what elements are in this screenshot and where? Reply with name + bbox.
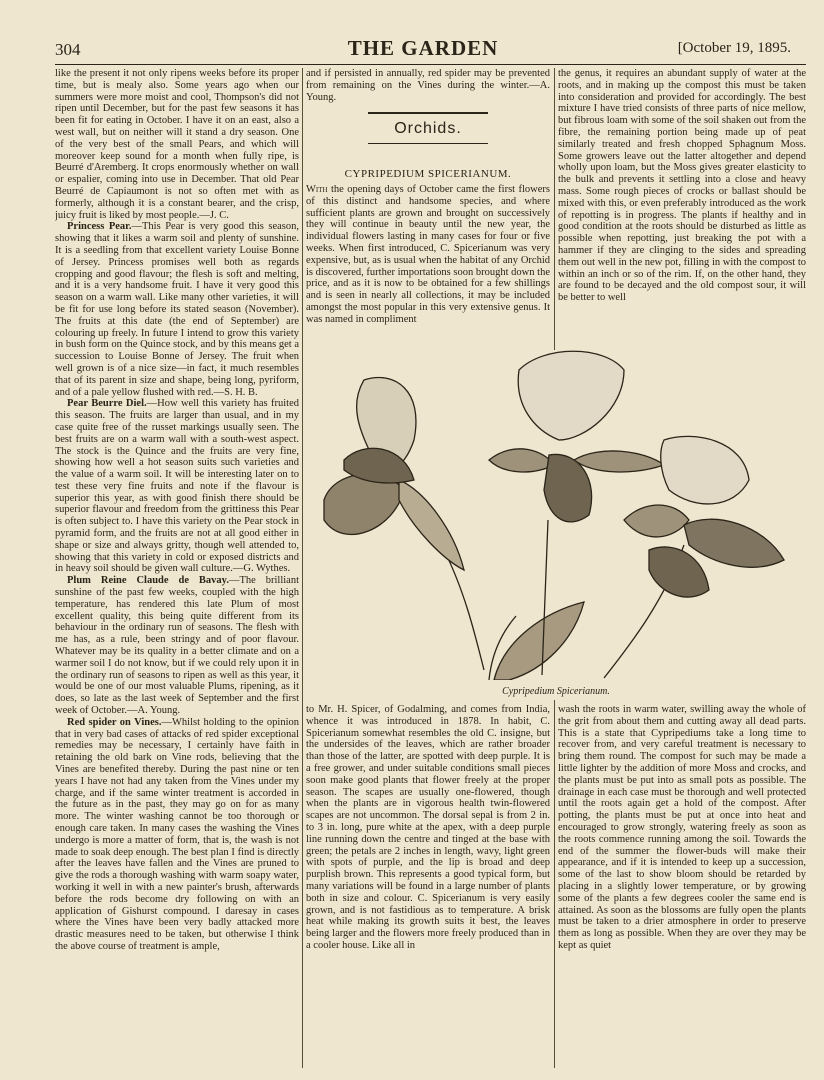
column-left: [55, 68, 299, 1068]
page-header: [55, 36, 791, 64]
header-rule: [55, 64, 806, 65]
red-spider-title: Red spider on Vines.: [67, 716, 162, 728]
orchid-intro-paragraph: [306, 184, 550, 326]
plum-paragraph: [55, 575, 299, 717]
pear-beurre-diel-title: Pear Beurre Diel.: [67, 398, 147, 410]
plum-body: —The brilliant sunshine of the past few weeks, coupled with the high temperature, has rendered this late Plum of most excellent quality, this being quite different from its behaviour in the ordinary run of seasons. The flesh with me has, as a rule, been stringy and of poor flavour. Whatever may be its quality in a better climate and on a warmer soil I do not know, but if we could rely upon it in the ordinary run of seasons to ripen as well as this year, it would be one of our most valuable Plums, ripening, as it does, so late as the last week of September and the first week of October.—A. Young.: [55, 575, 299, 717]
page-number: 304: [55, 40, 81, 59]
illustration-caption: Cypripedium Spicerianum.: [502, 686, 610, 697]
column-divider-right-top: [554, 68, 555, 350]
column-middle-bottom: [306, 704, 550, 1068]
pear-beurre-diel-body: —How well this variety has fruited this season. The fruits are larger than usual, and in my case quite free of the russet markings usually seen. The best fruits are on a warm wall with a south-west aspect. The stock is the Quince and the fruits are very fine, showing how well a hot season suits such varieties and the value of a warm soil. It will be interesting later on to test these very fine fruits and note if the flavour is superior this year, as with good finish there should be superior flavour and freedom from the grittiness this Pear is often subject to. I have this variety on the Pear stock in pyramid form, and the fruits are not at all good either in shape or size and always gritty, though well attended to, showing that this variety in cold or exposed districts and in heavy soil should be given wall culture.—G. Wythes.: [55, 398, 299, 575]
princess-pear-body: —This Pear is very good this season, showing that it likes a warm soil and plenty of sunshine. It is a seedling from that excellent variety Louise Bonne of Jersey. Princess promises well both as regards cropping and good flavour; the flesh is soft and melting, and it is a very handsome fruit. I have it very good this season on a warm wall. Like many other varieties, it will be fit for use long before its stated season (November). The fruits at this date (the end of September) are colouring up freely. In future I intend to grow this variety in bush form on the Quince stock, and by this means get a succession to Louise Bonne of Jersey. The fruit when well grown is of a nice size—in fact, it much resembles that of its parent in size and shape, being long, pyriform, and of a pale yellow flushed with red.—S. H. B.: [55, 221, 299, 398]
lead-word: With: [306, 184, 328, 195]
orchid-intro-text: the opening days of October came the first flowers of this distinct and handsome species, and where sufficient plants are grown and brought on successively they will continue in beauty until the new year, the individual flowers lasting in many cases for four or five weeks. When first introduced, C. Spicerianum was very expensive, but, as is usual when the habitat of any Orchid is discovered, further importations soon brought down the price, and as it is now to be obtained for a few shillings and is seen in nearly all collections, it may be included amongst the most popular in this very extensive genus. It was named in compliment: [306, 184, 550, 325]
red-spider-body: —Whilst holding to the opinion that in very bad cases of attacks of red spider exceptional remedies may be necessary, I certainly have faith in retaining the old bark on Vine rods, believing that the Vines are benefited thereby. During the past nine or ten years I have not had any taken from the Vines under my charge, and if the same winter treatment is accorded in the future as in the past, they may go on for as many more. The winter washing cannot be too thorough or enough care taken. In many cases the washing the Vines undergo is more a matter of form, that is, the wash is not made to soak deep enough. The best plan I find is directly after the leaves have fallen and the Vines are pruned to give the rods a thorough washing with warm soapy water, working it well in with a new painter's brush, afterwards before the rods become dry following on with an application of Gishurst compound. I daresay in cases where the Vines have been very badly attacked more drastic measures need to be taken, but otherwise I think the above course of treatment is ample,: [55, 716, 299, 952]
cypripedium-illustration: [304, 350, 808, 680]
princess-pear-paragraph: [55, 221, 299, 398]
compost-paragraph: the genus, it requires an abundant supply of water at the roots, and in making up the compost this must be taken into consideration and provided for accordingly. The best mixture I have tried consists of three parts of nice mellow, but fibrous loam with some of the soil shaken out from the fibre, the remaining portion being made up of peat similarly treated and fresh chopped Sphagnum Moss. Some growers leave out the latter altogether and depend wholly upon loam, but the Moss gives greater elasticity to the bulk and prevents it settling into a close and heavy mass. Some rough pieces of crocks or ballast should be mixed with this, or even preferably introduced as the work of repotting is in progress. The plants if healthy and in good condition at the roots should be disturbed as little as possible when repotting, just breaking the pot with a hammer if they are clinging to the sides and spreading them out well in the new pot, filling in with the compost to within an inch or so of the rim. If, on the other hand, they are found to be decayed and the old compost sour, it will be better to well: [558, 68, 806, 304]
pear-intro-paragraph: like the present it not only ripens weeks before its proper time, but is mealy also. Some years ago when our summers were more moist and cool, Thompson's did not ripen until December, but for the past few seasons it has been fit for eating in October. I have it on an east, also a west wall, but on neither will it stand a dry season. One of the very best of the small Pears, and which will moreover keep sound for a month when fully ripe, is Beurré d'Aremberg. It crops enormously whether on wall or espalier, coming into use in December. That old Pear Beurré de Capiaumont is not so often met with as formerly, although it is a constant bearer, and the crisp, juicy fruit is liked by most people.—J. C.: [55, 68, 299, 221]
column-right-top: [558, 68, 806, 346]
plum-title: Plum Reine Claude de Bavay.: [67, 575, 229, 587]
issue-date: [October 19, 1895.: [677, 40, 791, 56]
pear-beurre-diel-paragraph: [55, 398, 299, 575]
princess-pear-title: Princess Pear.: [67, 221, 132, 233]
article-title: CYPRIPEDIUM SPICERIANUM.: [344, 168, 512, 180]
red-spider-continuation: and if persisted in annually, red spider may be prevented from remaining on the Vines during the winter.—A. Young.: [306, 68, 550, 103]
red-spider-paragraph: [55, 717, 299, 953]
column-right-bottom: [558, 704, 806, 1068]
orchids-section-heading: [306, 112, 550, 144]
orchids-heading: Orchids.: [394, 120, 462, 137]
journal-title: THE GARDEN: [347, 36, 499, 60]
column-divider-left: [302, 68, 303, 1068]
column-divider-right-bottom: [554, 700, 555, 1068]
heading-rule-top: [368, 112, 488, 114]
column-middle-top-continuation: [306, 68, 550, 108]
orchid-description-paragraph: to Mr. H. Spicer, of Godalming, and comes from India, whence it was introduced in 1878. In habit, C. Spicerianum somewhat resembles the old C. insigne, but the undersides of the leaves, which are rather broader than those of the latter, are spotted with deep purple. It is a free grower, and under suitable conditions small pieces soon make good plants that flower freely at the proper season. The scapes are usually one-flowered, though when the plants are in vigorous health twin-flowered scapes are not uncommon. The dorsal sepal is from 2 in. to 3 in. long, pure white at the apex, with a deep purple line running down the centre and tinged at the base with green; the petals are 2 inches in length, wavy, light green with spots of purple, and the lip is broad and deep purplish brown. This represents a good typical form, but many variations will be found in a large number of plants both in size and colour. C. Spicerianum is very easily grown, and is not fastidious as to temperature. A brisk heat while making its growth suits it best, the leaves being larger and the flowers more freely produced than in a cooler house. Like all in: [306, 704, 550, 951]
column-middle-article-intro: [306, 184, 550, 346]
repotting-paragraph: wash the roots in warm water, swilling away the whole of the grit from about them and cutting away all dead parts. This is a state that Cypripediums take a long time to recover from, and very careful treatment is necessary to bring them round. The compost for such may be made a little lighter by the addition of more Moss and crocks, and the plants must be put into as small pots as possible. The drainage in each case must be thorough and well protected until the roots again get a hold of the compost. After potting, the plants must be put at once into heat and encouraged to grow strongly, watering freely as soon as the roots commence running among the soil. Towards the end of the summer the flower-buds will make their appearance, and if it is intended to keep up a succession, some of the last to show bloom should be retarded by placing in a slightly lower temperature, or by growing some of the plants a few degrees cooler the same end is attained. As soon as the blossoms are fully open the plants must be taken to a drier atmosphere in order to preserve them as long as possible. When they are over they may be kept as quiet: [558, 704, 806, 951]
heading-rule-bottom: [368, 143, 488, 144]
